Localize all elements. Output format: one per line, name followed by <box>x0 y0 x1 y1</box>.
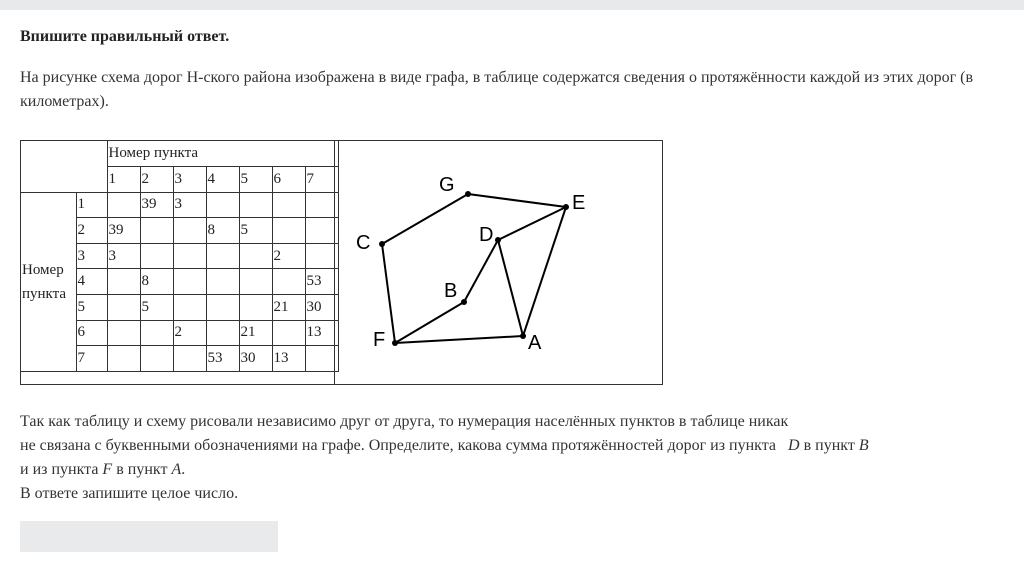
question-line-3 <box>20 458 1010 482</box>
vertex-label-g: G <box>439 174 455 196</box>
problem-statement: На рисунке схема дорог Н-ского района изображена в виде графа, в таблице содержатся сведения о протяжённости каждой из этих дорог (в километрах). <box>20 69 974 110</box>
edge-f-a <box>395 336 523 343</box>
table-cell: 53 <box>305 269 338 295</box>
col-number: 3 <box>173 167 206 193</box>
var-b: B <box>858 437 869 454</box>
vertex-d <box>495 237 501 243</box>
row-number: 4 <box>76 269 107 295</box>
var-a: A <box>171 461 182 478</box>
row-number: 1 <box>76 192 107 218</box>
table-cell: 2 <box>272 243 305 269</box>
col-number: 4 <box>206 167 239 193</box>
row-number: 3 <box>76 243 107 269</box>
table-cell <box>272 269 305 295</box>
question-text <box>20 410 1010 506</box>
top-bar <box>0 0 1024 10</box>
figure-frame <box>20 140 663 385</box>
edge-g-e <box>468 194 566 207</box>
row-number: 6 <box>76 320 107 346</box>
question-fragment: не связана с буквенными обозначениями на графе. Определите, какова сумма протяжённостей дорог из пункта <box>20 437 777 454</box>
col-number: 5 <box>239 167 272 193</box>
table-cell: 30 <box>239 346 272 372</box>
question-line-2 <box>20 434 1010 458</box>
table-cell <box>239 192 272 218</box>
vertex-label-c: C <box>356 232 371 254</box>
table-cell: 39 <box>140 192 173 218</box>
table-cell: 21 <box>272 295 305 321</box>
question-line-4: В ответе запишите целое число. <box>20 485 239 502</box>
table-cell <box>107 295 140 321</box>
table-corner <box>21 141 107 192</box>
table-cell: 2 <box>173 320 206 346</box>
table-cell <box>272 192 305 218</box>
table-cell <box>206 243 239 269</box>
col-number: 1 <box>107 167 140 193</box>
table-cell <box>206 192 239 218</box>
vertex-label-d: D <box>479 224 494 246</box>
vertex-label-a: A <box>528 332 542 354</box>
table-cell: 53 <box>206 346 239 372</box>
table-cell <box>107 192 140 218</box>
table-row <box>21 192 338 218</box>
table-cell <box>107 320 140 346</box>
vertex-label-f: F <box>373 329 386 351</box>
table-cell <box>272 218 305 244</box>
table-cell: 21 <box>239 320 272 346</box>
var-d: D <box>788 437 800 454</box>
col-number: 6 <box>272 167 305 193</box>
table-cell: 13 <box>272 346 305 372</box>
vertex-a <box>520 333 526 339</box>
row-number: 7 <box>76 346 107 372</box>
vertex-f <box>392 340 398 346</box>
table-cell: 3 <box>173 192 206 218</box>
table-cell <box>239 269 272 295</box>
instruction-heading: Впишите правильный ответ. <box>20 28 230 45</box>
question-fragment: в пункт <box>112 461 172 478</box>
table-cell <box>107 346 140 372</box>
var-f: F <box>102 461 113 478</box>
row-number: 2 <box>76 218 107 244</box>
table-cell: 8 <box>140 269 173 295</box>
vertex-label-b: B <box>444 280 458 302</box>
table-cell <box>107 269 140 295</box>
answer-input[interactable] <box>20 521 278 552</box>
table-cell <box>173 243 206 269</box>
vertex-g <box>465 191 471 197</box>
table-cell <box>206 295 239 321</box>
table-cell <box>173 295 206 321</box>
table-cell: 5 <box>239 218 272 244</box>
table-cell: 3 <box>107 243 140 269</box>
table-cell <box>239 243 272 269</box>
question-fragment: в пункт <box>799 437 859 454</box>
vertex-b <box>461 299 467 305</box>
table-cell <box>272 320 305 346</box>
table-cell <box>173 346 206 372</box>
edge-c-g <box>382 194 468 244</box>
table-cell: 30 <box>305 295 338 321</box>
vertex-label-e: E <box>572 192 586 214</box>
road-graph <box>335 141 663 384</box>
edge-e-a <box>523 207 566 336</box>
table-cell: 39 <box>107 218 140 244</box>
vertex-c <box>379 241 385 247</box>
distance-table <box>21 141 339 372</box>
table-cell: 13 <box>305 320 338 346</box>
row-number: 5 <box>76 295 107 321</box>
col-number: 7 <box>305 167 338 193</box>
table-cell <box>140 243 173 269</box>
table-cell <box>140 346 173 372</box>
row-header: Номер пункта <box>21 192 76 371</box>
table-cell <box>206 320 239 346</box>
question-fragment: . <box>181 461 186 478</box>
question-line-1: Так как таблицу и схему рисовали независимо друг от друга, то нумерация населённых пунктов в таблице никак <box>20 413 789 430</box>
edge-b-f <box>395 302 464 343</box>
column-header: Номер пункта <box>107 141 338 167</box>
table-cell <box>206 269 239 295</box>
table-cell <box>173 269 206 295</box>
table-cell <box>239 295 272 321</box>
table-cell <box>140 218 173 244</box>
table-cell: 8 <box>206 218 239 244</box>
table-cell: 5 <box>140 295 173 321</box>
table-cell <box>140 320 173 346</box>
vertex-e <box>563 204 569 210</box>
question-fragment: и из пункта <box>20 461 103 478</box>
edge-d-b <box>464 240 498 302</box>
edge-d-a <box>498 240 523 336</box>
table-cell <box>173 218 206 244</box>
col-number: 2 <box>140 167 173 193</box>
